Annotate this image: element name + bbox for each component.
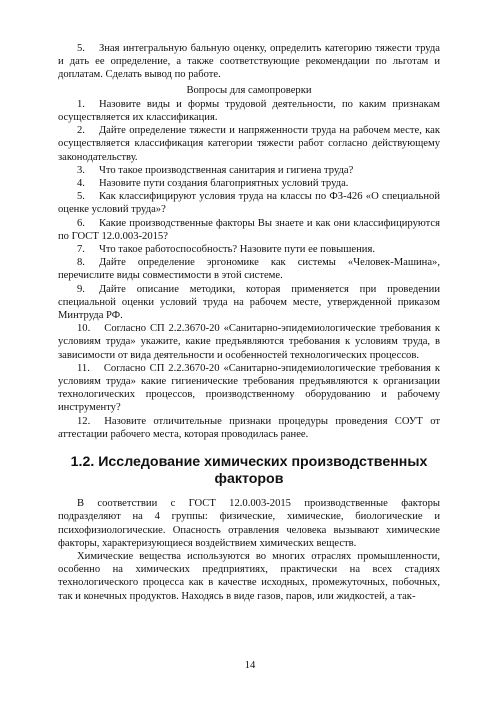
question-text: Назовите отличительные признаки процедуры проведения СОУТ от аттестации рабочего места, которая проводилась ранее. <box>58 415 440 440</box>
question-number: 8. <box>77 257 85 269</box>
questions-heading: Вопросы для самопроверки <box>186 84 312 96</box>
question-text: Назовите пути создания благоприятных условий труда. <box>98 178 349 190</box>
question-item <box>58 177 440 190</box>
question-item <box>58 322 440 362</box>
questions-list <box>58 98 440 441</box>
question-number: 10. <box>77 323 91 335</box>
question-text: Согласно СП 2.2.3670-20 «Санитарно-эпидемиологические требования к условиям труда» укажите, какие предъявляются требования к условиям труда, в зависимости от вида деятельности и особенностей технологических процессов. <box>58 323 440 361</box>
page-number: 14 <box>244 660 256 671</box>
question-number: 12. <box>77 415 91 427</box>
question-item <box>58 256 440 282</box>
question-item <box>58 243 440 256</box>
question-item <box>58 283 440 323</box>
question-number: 4. <box>77 178 85 190</box>
question-text: Согласно СП 2.2.3670-20 «Санитарно-эпидемиологические требования к условиям труда» какие гигиенические требования предъявляются к организации технологических процессов, производственному оборудованию и рабочему инструменту? <box>58 362 440 414</box>
intro-item <box>58 42 440 82</box>
body-text <box>58 497 440 603</box>
question-text: Дайте определение тяжести и напряженности труда на рабочем месте, как осуществляется классификация категории тяжести работ согласно действующему законодательству. <box>58 125 440 163</box>
page-content <box>58 42 440 603</box>
question-number: 11. <box>77 362 90 374</box>
question-text: Что такое производственная санитария и гигиена труда? <box>98 164 354 176</box>
question-item <box>58 190 440 216</box>
question-item <box>58 164 440 177</box>
question-number: 2. <box>77 125 85 137</box>
question-item <box>58 362 440 415</box>
question-item <box>58 124 440 164</box>
question-item <box>58 415 440 441</box>
body-paragraph: Химические вещества используются во многих отраслях промышленности, особенно на химических предприятиях, практически на всех стадиях технологического процесса как в качестве исходных, промежуточных, побочных, так и конечных продуктов. Находясь в виде газов, паров, или жидкостей, а так- <box>58 550 440 602</box>
intro-item-text: Зная интегральную бальную оценку, определить категорию тяжести труда и дать ее определение, а также соответствующие рекомендации по льготам и доплатам. Сделать вывод по работе. <box>58 43 440 81</box>
question-text: Дайте описание методики, которая применяется при проведении специальной оценки условий труда на рабочем месте, утвержденной приказом Минтруда РФ. <box>58 283 440 322</box>
intro-item-number: 5. <box>77 43 85 54</box>
question-number: 3. <box>77 164 85 176</box>
question-text: Как классифицируют условия труда на классы по ФЗ-426 «О специальной оценке условий труда»? <box>58 191 440 216</box>
question-text: Какие производственные факторы Вы знаете и как они классифицируются по ГОСТ 12.0.003-2015? <box>58 217 440 242</box>
question-number: 9. <box>77 283 85 295</box>
question-number: 1. <box>77 98 85 110</box>
question-number: 6. <box>77 217 85 229</box>
question-text: Дайте определение эргономике как системы «Человек-Машина», перечислите виды совместимости в этой системе. <box>58 257 440 282</box>
question-text: Что такое работоспособность? Назовите пути ее повышения. <box>98 244 375 256</box>
question-item <box>58 98 440 124</box>
section-heading: 1.2. Исследование химических производственных факторов <box>70 454 428 488</box>
question-item <box>58 217 440 243</box>
question-number: 5. <box>77 191 85 203</box>
body-paragraph: В соответствии с ГОСТ 12.0.003-2015 производственные факторы подразделяют на 4 группы: физические, химические, биологические и психофизиологические. Опасность отравления человека вызывают химические факторы, характеризующиеся воздействием химических веществ. <box>58 498 440 549</box>
question-text: Назовите виды и формы трудовой деятельности, по каким признакам осуществляется их классификация. <box>58 98 440 124</box>
question-number: 7. <box>77 244 85 256</box>
